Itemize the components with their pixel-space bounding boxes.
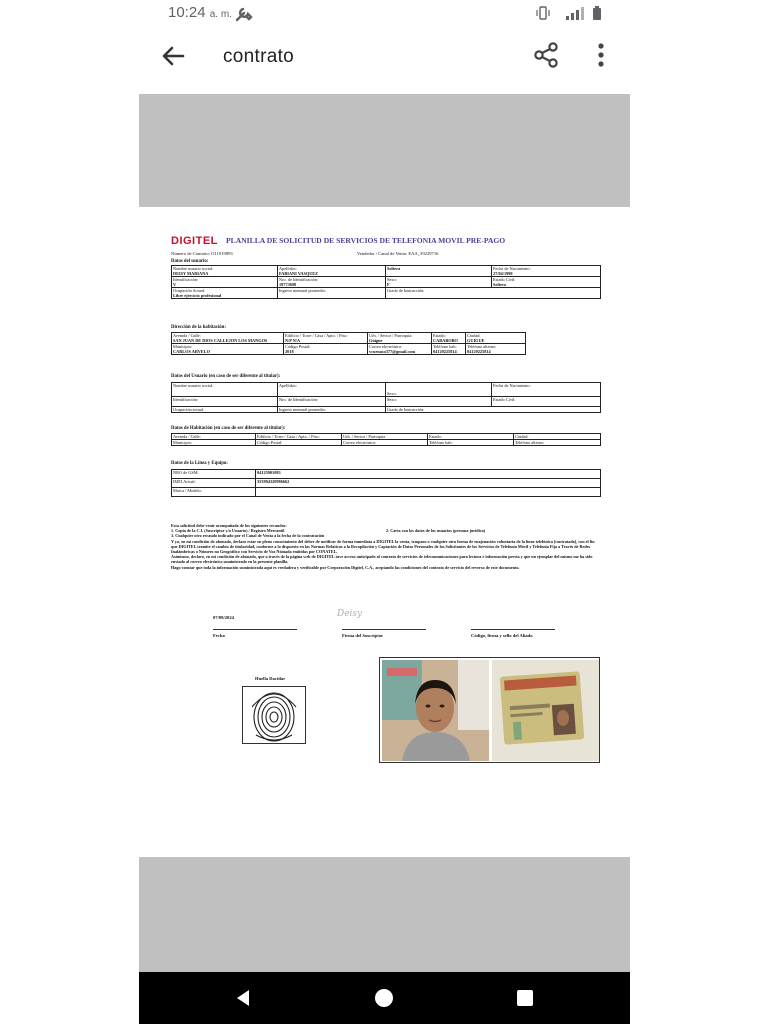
table-cell: NRO de GSM: [172, 470, 256, 479]
table-cell: Teléfono hab: [428, 440, 514, 446]
table-cell: Edificio / Torre / Casa / Apto. / Piso: N/P N/A [284, 333, 368, 344]
table-cell: Nombre usuario social: [172, 383, 278, 397]
table-row [172, 397, 601, 407]
table-cell: Municipio: CARLOS ARVELO [172, 344, 284, 355]
table-cell: Teléfono alterno: [514, 440, 601, 446]
table-cell: Apellidos: FABIANI VASQUEZ [278, 266, 386, 277]
digitel-logo: DIGITEL [171, 235, 218, 247]
status-time [168, 4, 232, 21]
user-data-table [171, 265, 601, 299]
section-title-line: Datos de la Línea y Equipo: [171, 461, 228, 466]
firma-label: Firma del Suscriptor [342, 633, 384, 638]
table-row [172, 470, 601, 479]
table-row [172, 333, 526, 344]
table-cell: Teléfono hab: 04129225814 [432, 344, 466, 355]
fingerprint-box [242, 686, 306, 744]
line-table [171, 469, 601, 497]
section-title-user2: Datos del Usuario (en caso de ser diferente al titular): [171, 374, 281, 379]
table-cell [256, 488, 601, 497]
wrench-icon [234, 4, 254, 22]
id-card-icon [492, 660, 599, 761]
person-photo-icon [382, 660, 489, 761]
notes-para-1: Y yo, en mi condición de abonado, declaro estar en pleno conocimiento del deber de notificar de forma inmediata a DIGITEL la venta, traspaso o cualquier otra forma de enajenación voluntaria de la línea telefónica [contratada], con el fin que DIGITEL tramite el cambio de titularidad, conforme a lo dispuesto en las Normas Relativas a la Recopilación y Captación de Datos Personales de los Solicitantes de los Servicios de Telefonía Móvil y Telefonía Fija a Través de Redes Inalámbricas o Número no Geográfico con Servicio de Voz Nómada emitidas por CONATEL. [171, 538, 595, 555]
table-cell: Apellidos: [278, 383, 386, 397]
triangle-back-icon[interactable] [233, 988, 253, 1008]
table-cell: IMEI Actual: [172, 479, 256, 488]
table-cell: Fecha de Nacimiento: [492, 383, 601, 397]
table-cell: Estado: CARABOBO [432, 333, 466, 344]
table-row [172, 344, 526, 355]
recents-square-icon[interactable] [517, 990, 533, 1006]
photo-frame [379, 657, 600, 763]
app-bar [139, 26, 630, 94]
table-cell: Avenida / Calle: SAN JUAN DE DIOS CALLEJON LOS MANGOS [172, 333, 284, 344]
table-cell: Avenida / Calle: [172, 434, 256, 440]
table-cell: Edificio / Torre / Casa / Apto. / Piso: [256, 434, 342, 440]
table-cell: Identificación: V [172, 277, 278, 288]
more-vertical-icon[interactable] [591, 40, 611, 70]
table-cell: Ciudad: GUIGUE [466, 333, 526, 344]
notes-item-3: 3. Cualquier otro recaudo indicado por el Canal de Venta a la fecha de la contratación [171, 533, 325, 539]
table-cell: Estado Civil: [492, 397, 601, 407]
back-arrow-icon[interactable] [157, 41, 191, 71]
table-cell: Código Postal: 2018 [284, 344, 368, 355]
status-bar [0, 0, 768, 26]
table-row [172, 440, 601, 446]
status-time-ampm: a. m. [209, 9, 232, 20]
table-cell: Estado Civil: Soltero [492, 277, 601, 288]
section-title-address: Dirección de la habitación: [171, 325, 226, 330]
navigation-bar [139, 972, 630, 1024]
notes-para-3: Hago constar que toda la información suministrada aquí es verdadera y verificable por Corporación Digitel, C.A., aceptando las condiciones del contrato de servicio del reverso de este documento. [171, 564, 520, 570]
battery-icon [593, 6, 601, 20]
table-cell: 353994320986662 [256, 479, 601, 488]
table-cell: Sexo: [386, 383, 492, 397]
signature-date: 07/09/2024 [213, 615, 234, 620]
notes-item-2: 2. Carta con los datos de los usuarios (persona jurídica) [386, 528, 486, 534]
table-cell: Ingreso mensual promedio: [278, 407, 386, 413]
section-title-hab2: Datos de Habitación (en caso de ser diferente al titular): [171, 426, 286, 431]
contract-number: Número de Contrato: O11919893 [171, 251, 233, 256]
table-row [172, 383, 601, 397]
table-cell: Grado de Instrucción: [386, 288, 601, 299]
section-title-user: Datos del usuario: [171, 259, 209, 264]
table-cell: Marca / Modelo: [172, 488, 256, 497]
table-cell: Urb. / Sector / Parroquia [342, 434, 428, 440]
codigo-label: Código, firma y sello del Aliado [471, 633, 533, 638]
fingerprint-label: Huella Dactilar [255, 676, 286, 681]
table-cell: Urb. / Sector / Parroquia: Güigüe [368, 333, 432, 344]
table-cell: Código Postal: [256, 440, 342, 446]
table-cell: Fecha de Nacimiento: 27/04/1990 [492, 266, 601, 277]
table-row [172, 488, 601, 497]
table-cell: Estado: [428, 434, 514, 440]
signal-icon [566, 7, 584, 20]
notes-item-1: 1. Copia de la C.I. (Suscriptor y/o Usuario) / Registro Mercantil [171, 528, 285, 534]
table-cell: Soltera [386, 266, 492, 277]
table-cell: Municipio: [172, 440, 256, 446]
home-circle-icon[interactable] [375, 989, 393, 1007]
table-cell: Nro. de Identificación: 19773698 [278, 277, 386, 288]
date-line [213, 629, 297, 630]
table-cell: Correo electrónico: vcuenaso377@gmail.com [368, 344, 432, 355]
table-cell: Ocupación actual: [172, 407, 278, 413]
seller-channel: Vendedor / Canal de Venta: EAA_39229716 [357, 251, 439, 256]
table-row [172, 407, 601, 413]
table-cell: Teléfono alterno: 04129225814 [466, 344, 526, 355]
notes-intro: Esta solicitud debe venir acompañada de los siguientes recaudos: [171, 523, 287, 528]
app-title: contrato [223, 46, 295, 67]
fecha-label: Fecha [213, 633, 225, 638]
document-page[interactable] [139, 207, 630, 857]
table-cell: Nombre usuario social: DEISY MARIANA [172, 266, 278, 277]
table-row [172, 479, 601, 488]
table-row [172, 277, 601, 288]
table-cell: Identificación: [172, 397, 278, 407]
vibrate-icon [537, 7, 549, 19]
fingerprint-icon [243, 687, 305, 743]
table-cell: Grado de Instrucción: [386, 407, 601, 413]
table-cell: 04125901083 [256, 470, 601, 479]
user2-table [171, 382, 601, 413]
signature-scribble: Deisy [337, 609, 363, 619]
contract-notes [171, 523, 601, 570]
address-table [171, 332, 526, 355]
notes-para-2: Asimismo, declaro, en mi condición de abonado, que a través de la página web de DIGITEL tuve acceso anticipado al contrato de servicios de telecomunicaciones para lectura e información previa y que un ejemplar del mismo me ha sido enviado al correo electrónico suministrado en la presente planilla. [171, 554, 593, 565]
table-cell: Ingreso mensual promedio: [278, 288, 386, 299]
document-title: PLANILLA DE SOLICITUD DE SERVICIOS DE TELEFONIA MOVIL PRE-PAGO [226, 236, 506, 245]
ally-line [471, 629, 555, 630]
signature-area [169, 609, 601, 653]
table-cell: Correo electrónico: [342, 440, 428, 446]
share-icon[interactable] [532, 41, 560, 69]
signature-line [342, 629, 426, 630]
table-cell: Ocupación Actual: Libre ejercicio profesional [172, 288, 278, 299]
status-icons [536, 5, 606, 21]
status-time-value: 10:24 [168, 4, 206, 21]
table-cell: Sexo: F [386, 277, 492, 288]
table-row [172, 288, 601, 299]
document-viewer[interactable] [139, 94, 630, 972]
table-cell: Sexo: [386, 397, 492, 407]
table-cell: Nro. de Identificación: [278, 397, 386, 407]
table-cell: Ciudad: [514, 434, 601, 440]
table-row [172, 266, 601, 277]
hab2-table [171, 433, 601, 446]
